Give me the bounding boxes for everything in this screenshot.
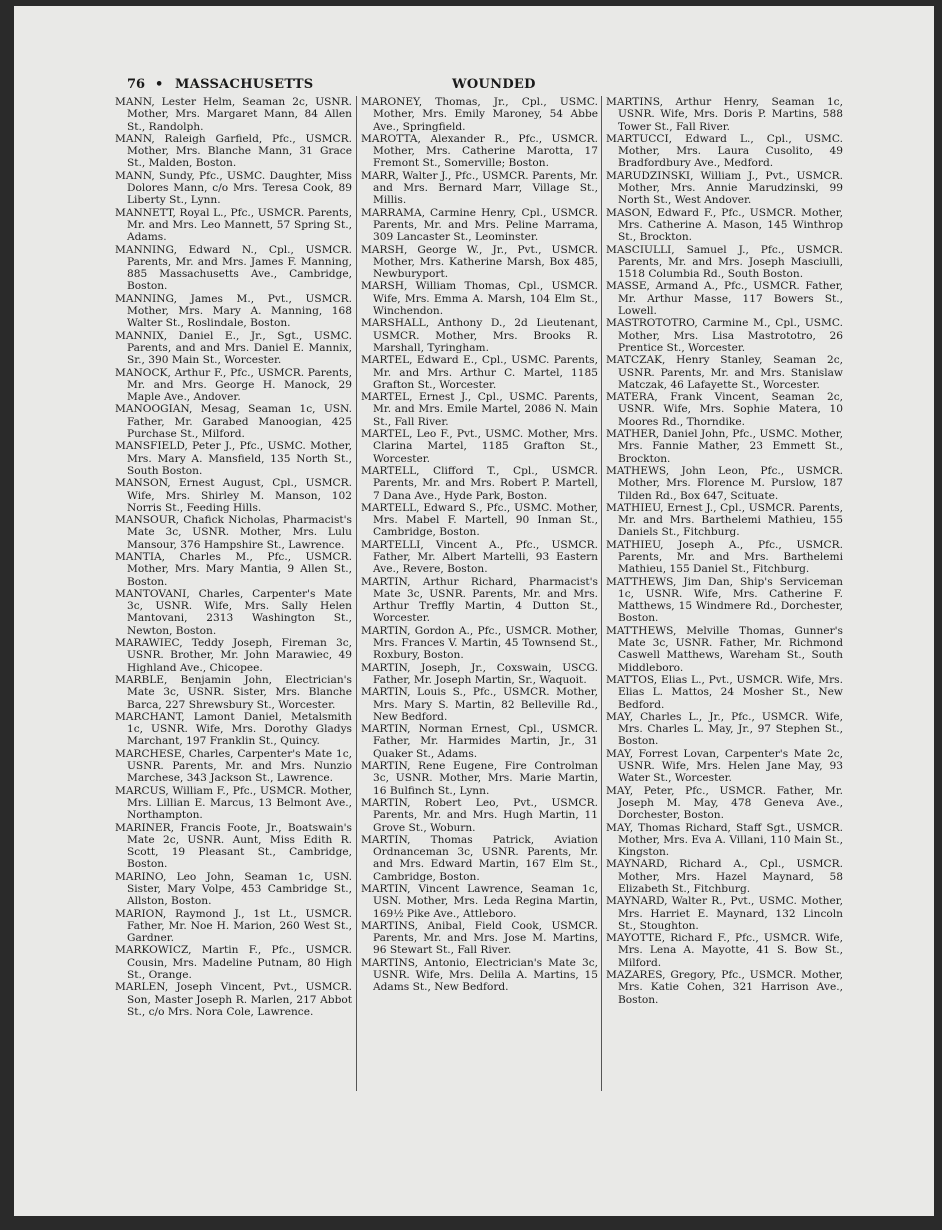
column-2 bbox=[361, 96, 598, 994]
column-1 bbox=[115, 96, 352, 1018]
casualty-entry: MARCHANT, Lamont Daniel, Metalsmith 1c, USNR. Wife, Mrs. Dorothy Gladys Marchant, 197 Franklin St., Quincy. bbox=[115, 710, 352, 748]
casualty-entry: MARTIN, Arthur Richard, Pharmacist's Mate 3c, USNR. Parents, Mr. and Mrs. Arthur Treffly Martin, 4 Dutton St., Worcester. bbox=[361, 575, 598, 625]
casualty-entry: MARSH, William Thomas, Cpl., USMCR. Wife, Mrs. Emma A. Marsh, 104 Elm St., Winchendon. bbox=[361, 280, 598, 318]
casualty-entry: MARTEL, Leo F., Pvt., USMC. Mother, Mrs. Clarina Martel, 1185 Grafton St., Worcester. bbox=[361, 428, 598, 465]
casualty-entry: MARSH, George W., Jr., Pvt., USMCR. Mother, Mrs. Katherine Marsh, Box 485, Newburyport. bbox=[361, 243, 598, 281]
casualty-entry: MARTIN, Robert Leo, Pvt., USMCR. Parents, Mr. and Mrs. Hugh Martin, 11 Grove St., Woburn. bbox=[361, 796, 598, 834]
casualty-entry: MANTOVANI, Charles, Carpenter's Mate 3c, USNR. Wife, Mrs. Sally Helen Mantovani, 2313 Washington St., Newton, Boston. bbox=[115, 587, 352, 637]
casualty-entry: MARINO, Leo John, Seaman 1c, USN. Sister, Mary Volpe, 453 Cambridge St., Allston, Boston. bbox=[115, 870, 352, 908]
casualty-entry: MARTIN, Thomas Patrick, Aviation Ordnanceman 3c, USNR. Parents, Mr. and Mrs. Edward Martin, 167 Elm St., Cambridge, Boston. bbox=[361, 833, 598, 883]
casualty-entry: MAZARES, Gregory, Pfc., USMCR. Mother, Mrs. Katie Cohen, 321 Harrison Ave., Boston. bbox=[606, 969, 843, 1006]
column-3 bbox=[606, 96, 843, 1006]
casualty-entry: MATCZAK, Henry Stanley, Seaman 2c, USNR. Parents, Mr. and Mrs. Stanislaw Matczak, 46 Lafayette St., Worcester. bbox=[606, 354, 843, 391]
casualty-entry: MARTUCCI, Edward L., Cpl., USMC. Mother, Mrs. Laura Cusolito, 49 Bradfordbury Ave., Medford. bbox=[606, 132, 843, 170]
casualty-entry: MANOOGIAN, Mesag, Seaman 1c, USN. Father, Mr. Garabed Manoogian, 425 Purchase St., Milford. bbox=[115, 403, 352, 441]
casualty-entry: MARCUS, William F., Pfc., USMCR. Mother, Mrs. Lillian E. Marcus, 13 Belmont Ave., Northampton. bbox=[115, 784, 352, 822]
casualty-entry: MARINER, Francis Foote, Jr., Boatswain's Mate 2c, USNR. Aunt, Miss Edith R. Scott, 19 Pleasant St., Cambridge, Boston. bbox=[115, 821, 352, 871]
casualty-entry: MAYNARD, Richard A., Cpl., USMCR. Mother, Mrs. Hazel Maynard, 58 Elizabeth St., Fitchburg. bbox=[606, 858, 843, 895]
page-header bbox=[127, 74, 852, 94]
casualty-entry: MARTINS, Arthur Henry, Seaman 1c, USNR. Wife, Mrs. Doris P. Martins, 588 Tower St., Fall River. bbox=[606, 96, 843, 133]
casualty-entry: MASCIULLI, Samuel J., Pfc., USMCR. Parents, Mr. and Mrs. Joseph Masciulli, 1518 Columbia Rd., South Boston. bbox=[606, 243, 843, 281]
casualty-entry: MANNETT, Royal L., Pfc., USMCR. Parents, Mr. and Mrs. Leo Mannett, 57 Spring St., Adams. bbox=[115, 206, 352, 244]
casualty-entry: MARTELL, Clifford T., Cpl., USMCR. Parents, Mr. and Mrs. Robert P. Martell, 7 Dana Ave., Hyde Park, Boston. bbox=[361, 464, 598, 502]
casualty-entry: MANN, Raleigh Garfield, Pfc., USMCR. Mother, Mrs. Blanche Mann, 31 Grace St., Malden, Boston. bbox=[115, 132, 352, 170]
casualty-entry: MAY, Charles L., Jr., Pfc., USMCR. Wife, Mrs. Charles L. May, Jr., 97 Stephen St., Boston. bbox=[606, 710, 843, 748]
casualty-entry: MATHIEU, Ernest J., Cpl., USMCR. Parents, Mr. and Mrs. Barthelemi Mathieu, 155 Daniels St., Fitchburg. bbox=[606, 501, 843, 539]
casualty-entry: MAYOTTE, Richard F., Pfc., USMCR. Wife, Mrs. Lena A. Mayotte, 41 S. Bow St., Milford. bbox=[606, 932, 843, 969]
casualty-entry: MANOCK, Arthur F., Pfc., USMCR. Parents, Mr. and Mrs. George H. Manock, 29 Maple Ave., Andover. bbox=[115, 366, 352, 404]
casualty-entry: MAY, Thomas Richard, Staff Sgt., USMCR. Mother, Mrs. Eva A. Villani, 110 Main St., Kingston. bbox=[606, 821, 843, 859]
casualty-entry: MASON, Edward F., Pfc., USMCR. Mother, Mrs. Catherine A. Mason, 145 Winthrop St., Brockton. bbox=[606, 206, 843, 244]
casualty-entry: MARCHESE, Charles, Carpenter's Mate 1c, USNR. Parents, Mr. and Mrs. Nunzio Marchese, 343 Jackson St., Lawrence. bbox=[115, 747, 352, 785]
state-title: MASSACHUSETTS bbox=[175, 77, 314, 92]
casualty-entry: MANNING, Edward N., Cpl., USMCR. Parents, Mr. and Mrs. James F. Manning, 885 Massachusetts Ave., Cambridge, Boston. bbox=[115, 243, 352, 293]
casualty-entry: MARAWIEC, Teddy Joseph, Fireman 3c, USNR. Brother, Mr. John Marawiec, 49 Highland Ave., Chicopee. bbox=[115, 637, 352, 674]
casualty-entry: MAY, Peter, Pfc., USMCR. Father, Mr. Joseph M. May, 478 Geneva Ave., Dorchester, Boston. bbox=[606, 784, 843, 822]
casualty-entry: MARTINS, Antonio, Electrician's Mate 3c, USNR. Wife, Mrs. Delila A. Martins, 15 Adams St., New Bedford. bbox=[361, 956, 598, 994]
casualty-entry: MANSON, Ernest August, Cpl., USMCR. Wife, Mrs. Shirley M. Manson, 102 Norris St., Feeding Hills. bbox=[115, 477, 352, 514]
casualty-entry: MATTHEWS, Jim Dan, Ship's Serviceman 1c, USNR. Wife, Mrs. Catherine F. Matthews, 15 Windmere Rd., Dorchester, Boston. bbox=[606, 575, 843, 625]
header-bullet: • bbox=[155, 77, 164, 92]
casualty-entry: MARTIN, Vincent Lawrence, Seaman 1c, USN. Mother, Mrs. Leda Regina Martin, 169½ Pike Ave., Attleboro. bbox=[361, 883, 598, 920]
casualty-entry: MASTROTOTRO, Carmine M., Cpl., USMC. Mother, Mrs. Lisa Mastrototro, 26 Prentice St., Worcester. bbox=[606, 317, 843, 354]
casualty-entry: MAY, Forrest Lovan, Carpenter's Mate 2c, USNR. Wife, Mrs. Helen Jane May, 93 Water St., Worcester. bbox=[606, 747, 843, 785]
casualty-entry: MARONEY, Thomas, Jr., Cpl., USMC. Mother, Mrs. Emily Maroney, 54 Abbe Ave., Springfield. bbox=[361, 96, 598, 133]
casualty-entry: MANN, Sundy, Pfc., USMC. Daughter, Miss Dolores Mann, c/o Mrs. Teresa Cook, 89 Liberty St., Lynn. bbox=[115, 169, 352, 207]
casualty-entry: MARR, Walter J., Pfc., USMCR. Parents, Mr. and Mrs. Bernard Marr, Village St., Millis. bbox=[361, 169, 598, 207]
casualty-entry: MANSFIELD, Peter J., Pfc., USMC. Mother, Mrs. Mary A. Mansfield, 135 North St., South Boston. bbox=[115, 440, 352, 477]
casualty-entry: MATTHEWS, Melville Thomas, Gunner's Mate 3c, USNR. Father, Mr. Richmond Caswell Matthews, Wareham St., South Middleboro. bbox=[606, 624, 843, 674]
page-number: 76 bbox=[127, 77, 146, 92]
casualty-entry: MARTELLI, Vincent A., Pfc., USMCR. Father, Mr. Albert Martelli, 93 Eastern Ave., Revere, Boston. bbox=[361, 538, 598, 576]
casualty-entry: MATERA, Frank Vincent, Seaman 2c, USNR. Wife, Mrs. Sophie Matera, 10 Moores Rd., Thorndike. bbox=[606, 391, 843, 428]
casualty-entry: MARTEL, Ernest J., Cpl., USMC. Parents, Mr. and Mrs. Emile Martel, 2086 N. Main St., Fall River. bbox=[361, 391, 598, 428]
casualty-entry: MARLEN, Joseph Vincent, Pvt., USMCR. Son, Master Joseph R. Marlen, 217 Abbot St., c/o Mrs. Nora Cole, Lawrence. bbox=[115, 981, 352, 1018]
casualty-entry: MARTIN, Norman Ernest, Cpl., USMCR. Father, Mr. Harmides Martin, Jr., 31 Quaker St., Adams. bbox=[361, 723, 598, 760]
casualty-entry: MANNING, James M., Pvt., USMCR. Mother, Mrs. Mary A. Manning, 168 Walter St., Roslindale, Boston. bbox=[115, 292, 352, 330]
casualty-entry: MATHEWS, John Leon, Pfc., USMCR. Mother, Mrs. Florence M. Purslow, 187 Tilden Rd., Box 647, Scituate. bbox=[606, 464, 843, 502]
casualty-entry: MARSHALL, Anthony D., 2d Lieutenant, USMCR. Mother, Mrs. Brooks R. Marshall, Tyringham. bbox=[361, 317, 598, 354]
casualty-entry: MANTIA, Charles M., Pfc., USMCR. Mother, Mrs. Mary Mantia, 9 Allen St., Boston. bbox=[115, 550, 352, 588]
casualty-entry: MATHER, Daniel John, Pfc., USMC. Mother, Mrs. Fannie Mather, 23 Emmett St., Brockton. bbox=[606, 428, 843, 465]
casualty-entry: MARUDZINSKI, William J., Pvt., USMCR. Mother, Mrs. Annie Marudzinski, 99 North St., West Andover. bbox=[606, 169, 843, 207]
casualty-entry: MARTEL, Edward E., Cpl., USMC. Parents, Mr. and Mrs. Arthur C. Martel, 1185 Grafton St., Worcester. bbox=[361, 354, 598, 391]
casualty-entry: MASSE, Armand A., Pfc., USMCR. Father, Mr. Arthur Masse, 117 Bowers St., Lowell. bbox=[606, 280, 843, 318]
section-title: WOUNDED bbox=[452, 77, 536, 92]
casualty-entry: MARRAMA, Carmine Henry, Cpl., USMCR. Parents, Mr. and Mrs. Peline Marrama, 309 Lancaster St., Leominster. bbox=[361, 206, 598, 244]
casualty-entry: MARTIN, Gordon A., Pfc., USMCR. Mother, Mrs. Frances V. Martin, 45 Townsend St., Roxbury, Boston. bbox=[361, 624, 598, 662]
casualty-entry: MARTIN, Louis S., Pfc., USMCR. Mother, Mrs. Mary S. Martin, 82 Belleville Rd., New Bedford. bbox=[361, 686, 598, 723]
casualty-entry: MARION, Raymond J., 1st Lt., USMCR. Father, Mr. Noe H. Marion, 260 West St., Gardner. bbox=[115, 907, 352, 945]
casualty-entry: MANN, Lester Helm, Seaman 2c, USNR. Mother, Mrs. Margaret Mann, 84 Allen St., Randolph. bbox=[115, 96, 352, 133]
casualty-entry: MARKOWICZ, Martin F., Pfc., USMCR. Cousin, Mrs. Madeline Putnam, 80 High St., Orange. bbox=[115, 944, 352, 982]
casualty-entry: MARTIN, Joseph, Jr., Coxswain, USCG. Father, Mr. Joseph Martin, Sr., Waquoit. bbox=[361, 661, 598, 686]
casualty-entry: MARTINS, Anibal, Field Cook, USMCR. Parents, Mr. and Mrs. Jose M. Martins, 96 Stewart St., Fall River. bbox=[361, 919, 598, 957]
casualty-entry: MAYNARD, Walter R., Pvt., USMC. Mother, Mrs. Harriet E. Maynard, 132 Lincoln St., Stoughton. bbox=[606, 895, 843, 932]
column-divider bbox=[356, 96, 357, 1091]
casualty-entry: MAROTTA, Alexander R., Pfc., USMCR. Mother, Mrs. Catherine Marotta, 17 Fremont St., Somerville; Boston. bbox=[361, 132, 598, 170]
casualty-entry: MARBLE, Benjamin John, Electrician's Mate 3c, USNR. Sister, Mrs. Blanche Barca, 227 Shrewsbury St., Worcester. bbox=[115, 673, 352, 711]
casualty-entry: MANNIX, Daniel E., Jr., Sgt., USMC. Parents, and and Mrs. Daniel E. Mannix, Sr., 390 Main St., Worcester. bbox=[115, 329, 352, 367]
casualty-entry: MARTELL, Edward S., Pfc., USMC. Mother, Mrs. Mabel F. Martell, 90 Inman St., Cambridge, Boston. bbox=[361, 501, 598, 539]
column-divider bbox=[601, 96, 602, 1091]
casualty-entry: MATHIEU, Joseph A., Pfc., USMCR. Parents, Mr. and Mrs. Barthelemi Mathieu, 155 Daniel St., Fitchburg. bbox=[606, 538, 843, 576]
casualty-entry: MANSOUR, Chafick Nicholas, Pharmacist's Mate 3c, USNR. Mother, Mrs. Lulu Mansour, 376 Hampshire St., Lawrence. bbox=[115, 514, 352, 551]
casualty-entry: MATTOS, Elias L., Pvt., USMCR. Wife, Mrs. Elias L. Mattos, 24 Mosher St., New Bedford. bbox=[606, 673, 843, 711]
casualty-entry: MARTIN, Rene Eugene, Fire Controlman 3c, USNR. Mother, Mrs. Marie Martin, 16 Bulfinch St., Lynn. bbox=[361, 760, 598, 797]
